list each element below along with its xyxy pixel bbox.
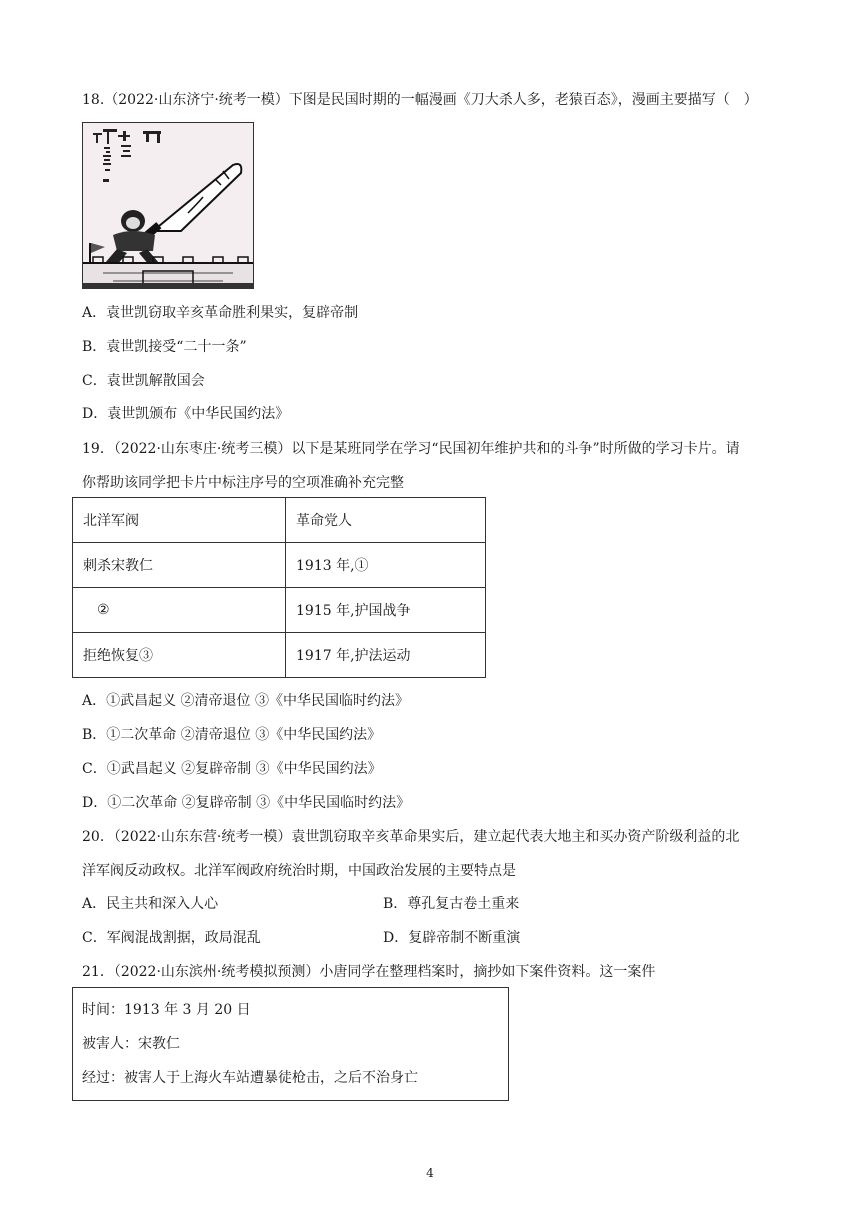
cartoon-caption-icon xyxy=(93,129,161,182)
table-cell: 革命党人 xyxy=(286,498,486,543)
table-row xyxy=(73,498,486,543)
q19-option-a: A．①武昌起义 ②清帝退位 ③《中华民国临时约法》 xyxy=(82,693,410,709)
table-cell: 北洋军阀 xyxy=(73,498,286,543)
table-cell: 1913 年,① xyxy=(286,543,486,588)
q19-stem-line2: 你帮助该同学把卡片中标注序号的空项准确补充完整 xyxy=(82,475,404,491)
q19-option-b: B．①二次革命 ②清帝退位 ③《中华民国约法》 xyxy=(82,727,382,743)
table-cell: 拒绝恢复③ xyxy=(73,633,286,678)
q19-stem-line1: 19．（2022·山东枣庄·统考三模）以下是某班同学在学习“民国初年维护共和的斗争”时所做的学习卡片。请 xyxy=(82,441,740,457)
cartoon-image xyxy=(82,122,254,289)
case-details: 经过：被害人于上海火车站遭暴徒枪击，之后不治身亡 xyxy=(82,1070,418,1086)
case-time: 时间：1913 年 3 月 20 日 xyxy=(82,1002,251,1018)
page-number: 4 xyxy=(426,1166,434,1180)
table-row xyxy=(73,543,486,588)
table-row xyxy=(73,588,486,633)
q20-option-a: A．民主共和深入人心 xyxy=(82,896,219,912)
q20-option-c: C．军阀混战割据，政局混乱 xyxy=(82,930,261,946)
study-card-table xyxy=(72,497,486,678)
q18-option-b: B．袁世凯接受“二十一条” xyxy=(82,339,247,355)
q18-stem: 18.（2022·山东济宁·统考一模）下图是民国时期的一幅漫画《刀大杀人多，老猿百态》，漫画主要描写（ ） xyxy=(82,92,758,108)
table-cell: 1917 年,护法运动 xyxy=(286,633,486,678)
table-cell: 刺杀宋教仁 xyxy=(73,543,286,588)
q18-option-c: C．袁世凯解散国会 xyxy=(82,373,205,389)
table-cell: 1915 年,护国战争 xyxy=(286,588,486,633)
q20-option-d: D．复辟帝制不断重演 xyxy=(383,930,521,946)
q19-option-c: C．①武昌起义 ②复辟帝制 ③《中华民国约法》 xyxy=(82,761,382,777)
case-victim: 被害人：宋教仁 xyxy=(82,1036,180,1052)
q21-stem: 21．（2022·山东滨州·统考模拟预测）小唐同学在整理档案时，摘抄如下案件资料。这一案件 xyxy=(82,964,656,980)
q20-option-b: B．尊孔复古卷土重来 xyxy=(383,896,520,912)
q18-option-d: D．袁世凯颁布《中华民国约法》 xyxy=(82,406,290,422)
q20-stem-line2: 洋军阀反动政权。北洋军阀政府统治时期，中国政治发展的主要特点是 xyxy=(82,863,516,879)
table-row xyxy=(73,633,486,678)
table-cell: ② xyxy=(73,588,286,633)
q19-option-d: D．①二次革命 ②复辟帝制 ③《中华民国临时约法》 xyxy=(82,795,411,811)
q18-option-a: A．袁世凯窃取辛亥革命胜利果实，复辟帝制 xyxy=(82,305,359,321)
q20-stem-line1: 20．（2022·山东东营·统考一模）袁世凯窃取辛亥革命果实后，建立起代表大地主和买办资产阶级利益的北 xyxy=(82,829,740,845)
cartoon-drawing xyxy=(83,123,253,288)
sword-icon xyxy=(143,164,242,240)
case-record-box xyxy=(72,987,509,1101)
